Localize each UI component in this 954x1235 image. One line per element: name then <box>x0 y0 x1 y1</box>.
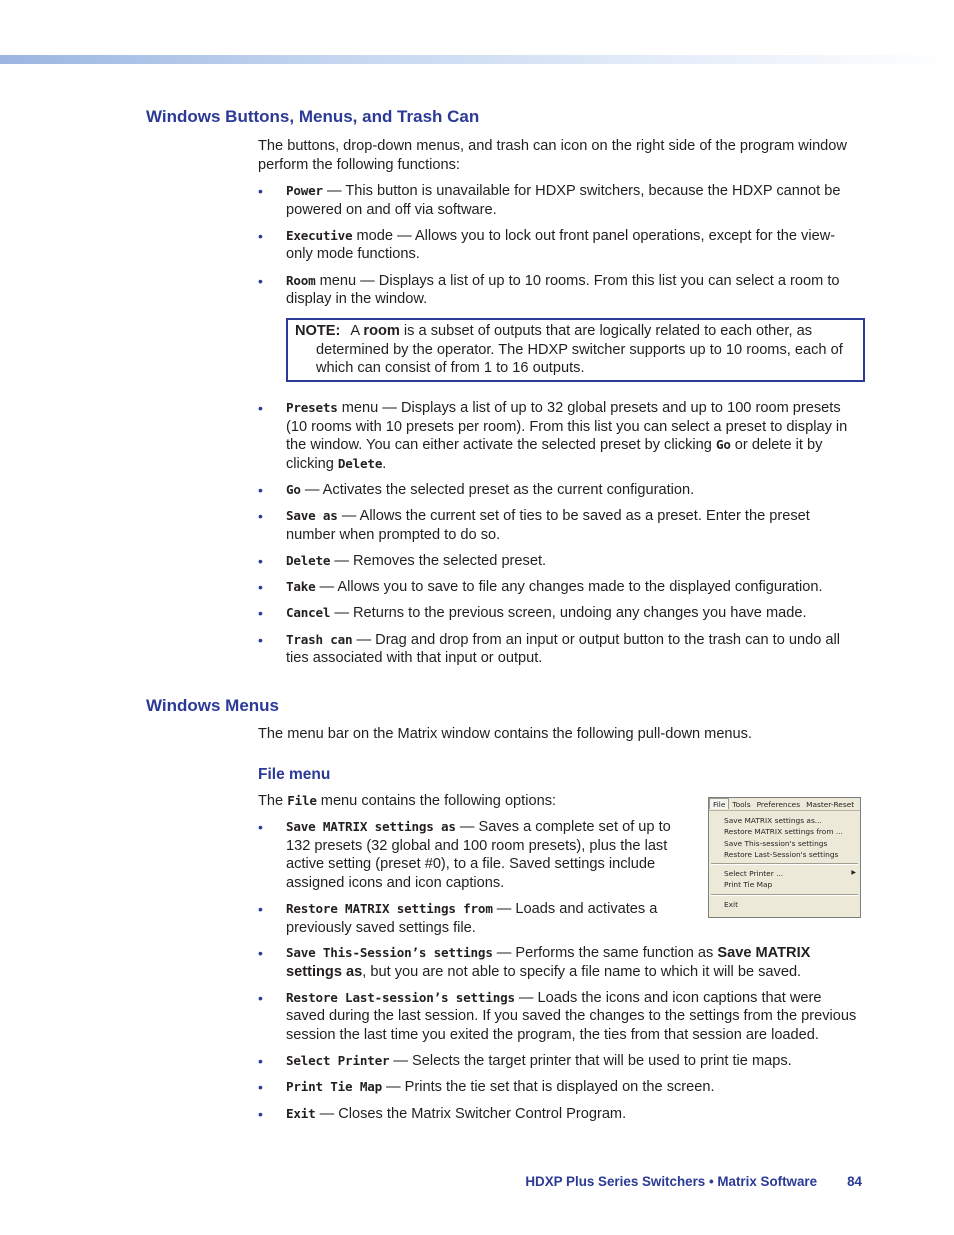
menu-bar-preferences: Preferences <box>756 800 801 809</box>
command-name: Room <box>286 272 316 288</box>
note-label: NOTE: <box>295 323 341 339</box>
item-description: — Displays a list of up to 10 rooms. From this list you can select a room to display in the window. <box>286 272 840 308</box>
bullet-list-file-wide <box>258 944 858 1131</box>
item-description: — Allows you to lock out front panel operations, except for the view-only mode functions. <box>286 227 836 263</box>
footer-title: HDXP Plus Series Switchers • Matrix Software <box>525 1174 818 1189</box>
section-heading-windows-buttons: Windows Buttons, Menus, and Trash Can <box>146 107 480 126</box>
item-description: — This button is unavailable for HDXP switchers, because the HDXP cannot be powered on and off via software. <box>286 183 841 218</box>
list-item <box>258 989 858 1045</box>
command-name: Executive <box>286 227 353 243</box>
menu-bar-master-reset: Master-Reset <box>806 800 855 809</box>
list-item <box>258 272 858 309</box>
command-name: Power <box>286 183 323 198</box>
note-term: room <box>363 323 400 339</box>
note-pre: A <box>350 323 364 339</box>
bullet-list-presets <box>258 399 858 675</box>
file-menu-intro <box>258 792 688 811</box>
item-description: — Displays a list of up to 32 global presets and up to 100 room presets (10 rooms with 10 presets per room). From this list you can select a preset to display in the window. You can either activate the selected preset by clicking <box>286 400 848 454</box>
menu-item-label: Select Printer ... <box>724 869 784 879</box>
menu-item-save-settings: Save MATRIX settings as... <box>724 816 822 825</box>
menu-item-restore-settings: Restore MATRIX settings from ... <box>724 827 843 837</box>
item-description: — Performs the same function as <box>492 945 718 961</box>
menu-bar <box>709 798 860 811</box>
page-footer <box>525 1173 862 1192</box>
list-item <box>258 631 858 668</box>
command-name: Restore MATRIX settings from <box>286 900 493 916</box>
command-name: Go <box>286 481 301 497</box>
item-description: — Closes the Matrix Switcher Control Program. <box>315 1105 627 1122</box>
list-item <box>258 944 858 981</box>
note-line1: is a subset of outputs that are logically related to each other, as <box>399 323 812 339</box>
page-number: 84 <box>847 1174 862 1189</box>
item-suffix: mode <box>352 227 394 244</box>
file-menu-screenshot <box>708 797 861 918</box>
note-rest: determined by the operator. The HDXP switcher supports up to 10 rooms, each of which can consist of from 1 to 16 outputs. <box>316 341 843 377</box>
item-suffix: menu <box>315 272 357 289</box>
command-name: Save MATRIX settings as <box>286 819 456 834</box>
item-description: — Drag and drop from an input or output button to the trash can to undo all ties associated with that input or output. <box>286 631 841 667</box>
list-item <box>258 900 698 937</box>
menu-separator <box>711 894 858 896</box>
command-name: Select Printer <box>286 1053 390 1069</box>
item-description: — Loads and activates a previously saved settings file. <box>286 900 658 936</box>
list-item <box>258 227 858 264</box>
item-description: — Allows the current set of ties to be saved as a preset. Enter the preset number when prompted to do so. <box>286 508 810 543</box>
intro-post: menu contains the following options: <box>316 793 557 809</box>
item-description: — Loads the icons and icon captions that were saved during the last session. If you saved the changes to the settings from the previous session the last time you exited the program, the ties from that session are loaded. <box>286 989 857 1043</box>
command-name: Trash can <box>286 631 353 647</box>
command-name: Save as <box>286 508 338 524</box>
menu-separator <box>711 863 858 865</box>
item-description: — Allows you to save to file any changes made to the displayed configuration. <box>315 579 823 596</box>
bullet-list-buttons <box>258 182 858 316</box>
submenu-arrow-icon: ▶ <box>851 869 856 877</box>
command-name: Go <box>715 437 731 453</box>
item-description: — Returns to the previous screen, undoing any changes you have made. <box>330 605 807 622</box>
list-item <box>258 578 858 597</box>
menu-item-select-printer <box>709 868 860 879</box>
command-name: File <box>287 793 317 808</box>
item-description: — Activates the selected preset as the current configuration. <box>300 481 695 498</box>
item-description: — Removes the selected preset. <box>330 552 547 569</box>
bullet-list-file-narrow <box>258 818 698 945</box>
item-description: — Selects the target printer that will be used to print tie maps. <box>389 1053 792 1070</box>
item-description: , but you are not able to specify a file name to which it will be saved. <box>362 963 802 980</box>
subheading-file-menu: File menu <box>258 766 331 783</box>
command-name: Restore Last-session’s settings <box>286 989 515 1005</box>
command-name: Cancel <box>286 605 331 621</box>
list-item <box>258 182 858 219</box>
command-name: Delete <box>337 455 383 471</box>
command-name: Save This-Session’s settings <box>286 945 493 960</box>
section-intro-paragraph: The buttons, drop-down menus, and trash can icon on the right side of the program window perform the following functions: <box>258 138 847 173</box>
item-description: — Saves a complete set of up to 132 presets (32 global and 100 room presets), plus the last active setting (preset #0), to a file. Saved settings include assigned icons and icon captions. <box>286 819 671 891</box>
section-heading-windows-menus: Windows Menus <box>146 696 280 715</box>
menus-intro-paragraph: The menu bar on the Matrix window contains the following pull-down menus. <box>258 726 753 742</box>
list-item <box>258 1078 858 1097</box>
item-suffix: menu <box>337 400 379 416</box>
menu-item-save-session: Save This-session's settings <box>724 838 828 848</box>
command-name: Delete <box>286 552 331 568</box>
list-item <box>258 481 858 500</box>
note-box <box>286 318 865 382</box>
command-name: Presets <box>286 400 338 415</box>
list-item <box>258 399 858 473</box>
intro-pre: The <box>258 793 288 809</box>
header-gradient-bar <box>0 55 954 64</box>
command-name: Print Tie Map <box>286 1079 382 1095</box>
bold-term: Save MATRIX settings as <box>286 945 811 980</box>
menu-item-print-tie-map: Print Tie Map <box>724 880 773 890</box>
list-item <box>258 1052 858 1071</box>
item-description: or delete it by clicking <box>286 437 823 472</box>
menu-item-restore-session: Restore Last-Session's settings <box>724 849 839 859</box>
list-item <box>258 507 858 544</box>
list-item <box>258 818 698 892</box>
menu-item-exit: Exit <box>724 899 738 909</box>
menu-bar-tools: Tools <box>732 800 751 809</box>
list-item <box>258 1105 858 1124</box>
list-item <box>258 552 858 571</box>
command-name: Take <box>286 579 316 595</box>
item-description: — Prints the tie set that is displayed on the screen. <box>381 1079 715 1096</box>
command-name: Exit <box>286 1105 316 1121</box>
menu-bar-file: File <box>709 798 729 809</box>
list-item <box>258 604 858 623</box>
item-description: . <box>382 455 387 472</box>
